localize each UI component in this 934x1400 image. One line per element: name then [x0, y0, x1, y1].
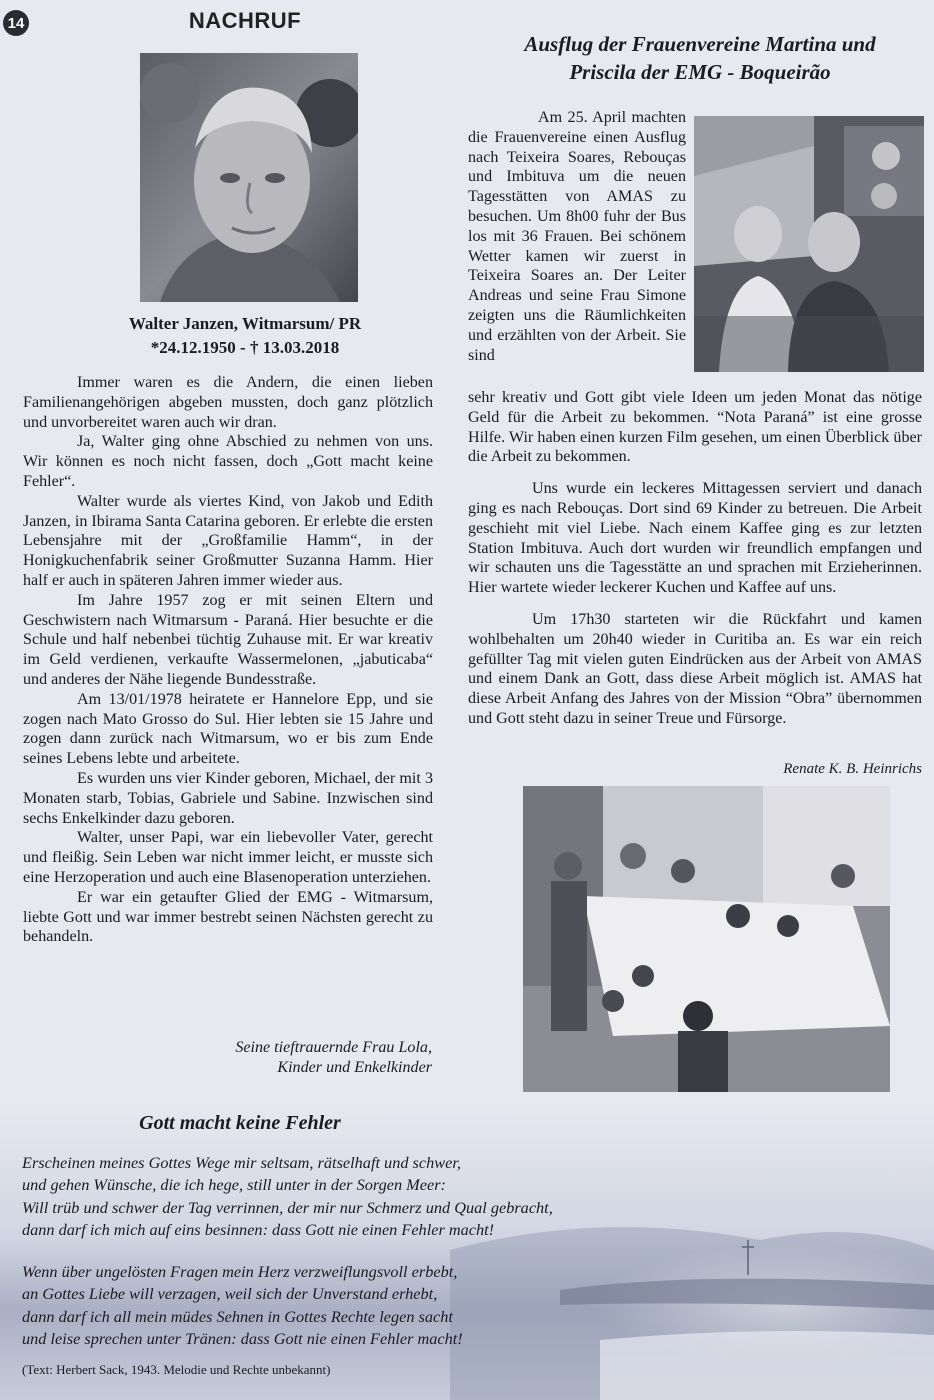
- obituary-signature: [150, 1038, 432, 1078]
- article-paragraph: Am 25. April machten die Frauenvereine einen Ausflug nach Teixeira Soares, Rebouças und Imbituva um die neuen Tagesstätten von AMAS zu besuchen. Um 8h00 fuhr der Bus los mit 36 Frauen. Bei schönem Wetter kamen wir zuerst in Teixeira Soares an. Der Leiter Andreas und seine Frau Simone zeigten uns die Räumlichkeiten und erzählten von der Arbeit. Sie sind: [468, 109, 686, 364]
- poem-credit: (Text: Herbert Sack, 1943. Melodie und Rechte unbekannt): [22, 1362, 331, 1377]
- article-paragraph: Uns wurde ein leckeres Mittagessen serviert und danach ging es nach Rebouças. Dort sind 69 Kinder zu betreuen. Die Arbeit geschieht mit viel Liebe. Nach einem Kaffee ging es zur letzten Station Imbituva. Auch dort wurden wir freundlich empfangen und wir schauten uns die Tagesstätte an und sprachen mit Erzieherinnen. Hier wartete wieder leckerer Kuchen und Kaffee auf uns.: [468, 480, 922, 597]
- article-author: Renate K. B. Heinrichs: [783, 761, 922, 777]
- deceased-dates: *24.12.1950 - † 13.03.2018: [150, 338, 340, 357]
- poem-line: an Gottes Liebe will verzagen, weil sich der Unverstand erhebt,: [22, 1284, 438, 1304]
- obituary-paragraph: Walter, unser Papi, war ein liebevoller Vater, gerecht und fleißig. Sein Leben war nicht immer leicht, er musste sich eine Herzoperation und auch eine Blasenoperation unterziehen.: [23, 829, 433, 886]
- obituary-caption: [60, 312, 430, 360]
- poem-text: [22, 1152, 662, 1370]
- poem-line: und gehen Wünsche, die ich hege, still unter in der Sorgen Meer:: [22, 1175, 446, 1195]
- obituary-text: [23, 373, 433, 947]
- poem-line: dann darf ich mich auf eins besinnen: dass Gott nie einen Fehler macht!: [22, 1219, 495, 1239]
- children-photo: [523, 786, 890, 1092]
- article-title-line-1: Ausflug der Frauenvereine Martina und: [524, 32, 876, 56]
- article-main-text: [468, 388, 922, 741]
- poem-line: Wenn über ungelösten Fragen mein Herz verzweiflungsvoll erbebt,: [22, 1262, 458, 1282]
- article-title-line-2: Priscila der EMG - Boqueirão: [569, 60, 831, 84]
- article-title: [470, 30, 930, 86]
- poem-title: Gott macht keine Fehler: [139, 1112, 341, 1134]
- obituary-paragraph: Er war ein getaufter Glied der EMG - Witmarsum, liebte Gott und war immer bestrebt seinen Nächsten gerecht zu behandeln.: [23, 888, 433, 946]
- article-paragraph: sehr kreativ und Gott gibt viele Ideen um jeden Monat das nötige Geld für die Arbeit zu bekommen. “Nota Paraná” ist eine grosse Hilfe. Wir haben einen kurzen Film gesehen, um einen Überblick über die Arbeit zu bekommen.: [468, 389, 922, 466]
- portrait-photo: [140, 53, 358, 302]
- obituary-paragraph: Walter wurde als viertes Kind, von Jakob und Edith Janzen, in Ibirama Santa Catarina geboren. Er erlebte die ersten Lebensjahre mit der „Großfamilie Hamm“, in der Honigkuchenfabrik seiner Großmutter Suzanna Hamm. Hier half er auch in späteren Jahren immer wieder aus.: [23, 492, 433, 589]
- obituary-paragraph: Im Jahre 1957 zog er mit seinen Eltern und Geschwistern nach Witmarsum - Paraná. Hier besuchte er die Schule und half nebenbei tüchtig Zuhause mit. Er war kreativ im Geld verdienen, verkaufte Wassermelonen, „jabuticaba“ und anderes der Nähe liegende Bundesstraße.: [23, 591, 433, 688]
- article-intro-column: [468, 108, 686, 365]
- bus-photo: [694, 116, 924, 372]
- obituary-paragraph: Immer waren es die Andern, die einen lieben Familienangehörigen abgeben mussten, doch ganz plötzlich und unvorbereitet waren auch wir dran.: [23, 374, 433, 431]
- obituary-section-title: NACHRUF: [188, 8, 302, 33]
- page-number-badge: 14: [3, 10, 29, 36]
- poem-stanza-1: [22, 1152, 662, 1241]
- signature-line-2: Kinder und Enkelkinder: [277, 1059, 432, 1076]
- obituary-paragraph: Es wurden uns vier Kinder geboren, Michael, der mit 3 Monaten starb, Tobias, Gabriele und Sabine. Inzwischen sind sechs Enkelkinder dazu geboren.: [23, 769, 433, 827]
- article-paragraph: Um 17h30 starteten wir die Rückfahrt und kamen wohlbehalten um 20h40 wieder in Curitiba an. Es war ein reich gefüllter Tag mit vielen guten Eindrücken aus der Arbeit von AMAS und einem Dank an Gott, dass diese Arbeit möglich ist. AMAS hat diese Arbeit Anfang des Jahres von der Mission “Obra” übernommen und Gott steht dazu in seiner Treue und Fürsorge.: [468, 610, 922, 727]
- signature-line-1: Seine tieftrauernde Frau Lola,: [235, 1039, 432, 1056]
- obituary-paragraph: Am 13/01/1978 heiratete er Hannelore Epp, und sie zogen nach Mato Grosso do Sul. Hier lebten sie 15 Jahre und zogen dann zurück nach Witmarsum, wo er bis zum Ende seines Lebens lebte und arbeitete.: [23, 690, 433, 768]
- poem-line: Erscheinen meines Gottes Wege mir seltsam, rätselhaft und schwer,: [22, 1153, 461, 1172]
- obituary-paragraph: Ja, Walter ging ohne Abschied zu nehmen von uns. Wir können es noch nicht fassen, doch „Gott macht keine Fehler“.: [23, 433, 433, 490]
- poem-line: und leise sprechen unter Tränen: dass Gott nie einen Fehler macht!: [22, 1329, 463, 1349]
- poem-stanza-2: [22, 1261, 662, 1350]
- deceased-name: Walter Janzen, Witmarsum/ PR: [128, 314, 362, 333]
- poem-line: dann darf ich all mein müdes Sehnen in Gottes Rechte legen sacht: [22, 1306, 453, 1326]
- poem-line: Will trüb und schwer der Tag verrinnen, der mir nur Schmerz und Qual gebracht,: [22, 1197, 553, 1217]
